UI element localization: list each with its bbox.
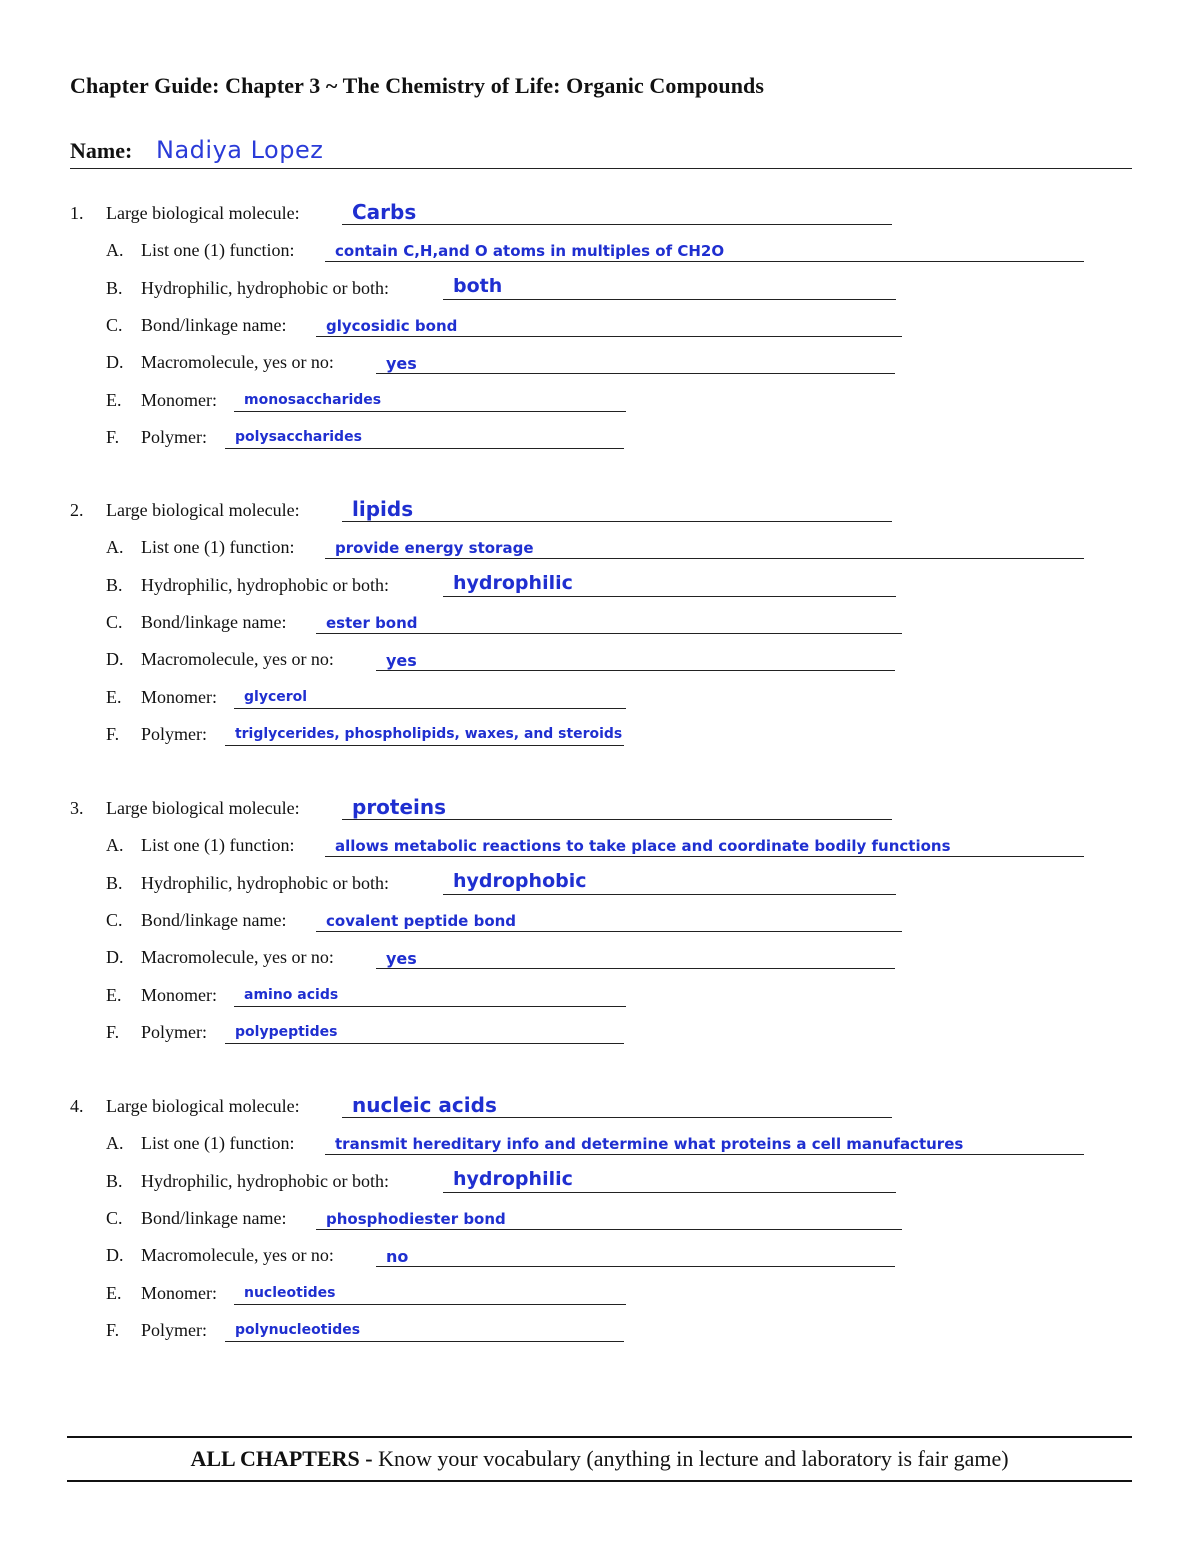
- function-answer-line[interactable]: [325, 1154, 1084, 1155]
- question-1-function-row: [70, 236, 1090, 266]
- footer-banner: [67, 1436, 1132, 1482]
- sub-letter: A.: [106, 1133, 124, 1154]
- question-4-monomer-row: [70, 1279, 1090, 1309]
- question-number: 3.: [70, 798, 84, 818]
- question-2-function-row: [70, 533, 1090, 563]
- function-answer-line[interactable]: [325, 558, 1084, 559]
- question-3-polymer-row: [70, 1018, 1090, 1048]
- macro-label: Macromolecule, yes or no:: [141, 352, 334, 373]
- molecule-label: Large biological molecule:: [106, 1096, 300, 1116]
- question-1-macro-row: [70, 348, 1090, 378]
- polymer-answer-line[interactable]: [225, 1043, 624, 1044]
- question-number: 2.: [70, 500, 84, 520]
- question-3: [0, 794, 1200, 1054]
- question-4-hydro-row: [70, 1167, 1090, 1197]
- question-2-bond-row: [70, 608, 1090, 638]
- hydro-label: Hydrophilic, hydrophobic or both:: [141, 872, 389, 893]
- sub-letter: C.: [106, 611, 123, 632]
- function-answer: provide energy storage: [335, 539, 534, 558]
- question-2-macro-row: [70, 645, 1090, 675]
- question-1-molecule-row: [70, 199, 1090, 229]
- question-3-function-row: [70, 831, 1090, 861]
- question-2-polymer-row: [70, 720, 1090, 750]
- monomer-answer: monosaccharides: [244, 391, 382, 408]
- sub-letter: E.: [106, 389, 122, 410]
- polymer-answer: polynucleotides: [235, 1321, 361, 1338]
- question-4-macro-row: [70, 1241, 1090, 1271]
- page-title: Chapter Guide: Chapter 3 ~ The Chemistry of Life: Organic Compounds: [70, 73, 765, 98]
- bond-answer-line[interactable]: [316, 336, 902, 337]
- question-1-hydro-row: [70, 274, 1090, 304]
- question-2-molecule-row: [70, 496, 1090, 526]
- question-3-bond-row: [70, 906, 1090, 936]
- question-3-monomer-row: [70, 981, 1090, 1011]
- question-4-polymer-row: [70, 1316, 1090, 1346]
- name-label: Name:: [70, 138, 133, 163]
- function-label: List one (1) function:: [141, 537, 295, 558]
- hydro-answer-line[interactable]: [443, 596, 896, 597]
- bond-label: Bond/linkage name:: [141, 909, 287, 930]
- hydro-answer: hydrophilic: [453, 571, 573, 594]
- sub-letter: E.: [106, 984, 122, 1005]
- hydro-answer: hydrophobic: [453, 869, 587, 892]
- monomer-label: Monomer:: [141, 1282, 217, 1303]
- question-2-monomer-row: [70, 683, 1090, 713]
- sub-letter: B.: [106, 277, 123, 298]
- macro-label: Macromolecule, yes or no:: [141, 649, 334, 670]
- monomer-label: Monomer:: [141, 389, 217, 410]
- question-4: [0, 1092, 1200, 1352]
- macro-answer: yes: [386, 354, 417, 374]
- hydro-answer-line[interactable]: [443, 894, 896, 895]
- macro-label: Macromolecule, yes or no:: [141, 1245, 334, 1266]
- bond-answer-line[interactable]: [316, 1229, 902, 1230]
- molecule-answer: proteins: [352, 795, 447, 819]
- question-1-polymer-row: [70, 423, 1090, 453]
- bond-label: Bond/linkage name:: [141, 611, 287, 632]
- question-4-function-row: [70, 1129, 1090, 1159]
- sub-letter: F.: [106, 723, 120, 744]
- sub-letter: B.: [106, 872, 123, 893]
- sub-letter: F.: [106, 1319, 120, 1340]
- question-4-molecule-row: [70, 1092, 1090, 1122]
- sub-letter: A.: [106, 240, 124, 261]
- sub-letter: D.: [106, 1245, 124, 1266]
- molecule-answer: nucleic acids: [352, 1093, 497, 1117]
- sub-letter: B.: [106, 574, 123, 595]
- hydro-answer-line[interactable]: [443, 299, 896, 300]
- macro-answer: yes: [386, 651, 417, 671]
- sub-letter: D.: [106, 947, 124, 968]
- monomer-label: Monomer:: [141, 686, 217, 707]
- sub-letter: E.: [106, 686, 122, 707]
- monomer-answer: amino acids: [244, 986, 339, 1003]
- function-label: List one (1) function:: [141, 1133, 295, 1154]
- molecule-answer-line[interactable]: [342, 224, 892, 225]
- macro-answer-line[interactable]: [376, 968, 895, 969]
- macro-answer: no: [386, 1247, 409, 1267]
- question-4-bond-row: [70, 1204, 1090, 1234]
- molecule-answer-line[interactable]: [342, 819, 892, 820]
- hydro-label: Hydrophilic, hydrophobic or both:: [141, 277, 389, 298]
- function-label: List one (1) function:: [141, 240, 295, 261]
- sub-letter: E.: [106, 1282, 122, 1303]
- molecule-answer-line[interactable]: [342, 521, 892, 522]
- sub-letter: A.: [106, 835, 124, 856]
- sub-letter: C.: [106, 314, 123, 335]
- macro-answer-line[interactable]: [376, 373, 895, 374]
- polymer-label: Polymer:: [141, 1021, 207, 1042]
- bond-answer-line[interactable]: [316, 633, 902, 634]
- molecule-answer: lipids: [352, 497, 414, 521]
- monomer-answer-line[interactable]: [234, 411, 626, 412]
- question-2: [0, 496, 1200, 756]
- sub-letter: B.: [106, 1170, 123, 1191]
- sub-letter: F.: [106, 1021, 120, 1042]
- bond-answer-line[interactable]: [316, 931, 902, 932]
- macro-answer-line[interactable]: [376, 670, 895, 671]
- question-2-hydro-row: [70, 571, 1090, 601]
- polymer-answer-line[interactable]: [225, 745, 624, 746]
- monomer-answer-line[interactable]: [234, 708, 626, 709]
- monomer-answer-line[interactable]: [234, 1006, 626, 1007]
- function-answer: transmit hereditary info and determine what proteins a cell manufactures: [335, 1135, 964, 1154]
- question-1-monomer-row: [70, 386, 1090, 416]
- monomer-answer: nucleotides: [244, 1284, 336, 1301]
- question-1-bond-row: [70, 311, 1090, 341]
- sub-letter: C.: [106, 1207, 123, 1228]
- macro-label: Macromolecule, yes or no:: [141, 947, 334, 968]
- name-value: Nadiya Lopez: [156, 136, 324, 164]
- polymer-answer: polysaccharides: [235, 428, 362, 445]
- sub-letter: D.: [106, 352, 124, 373]
- monomer-answer-line[interactable]: [234, 1304, 626, 1305]
- macro-answer-line[interactable]: [376, 1266, 895, 1267]
- sub-letter: D.: [106, 649, 124, 670]
- molecule-label: Large biological molecule:: [106, 500, 300, 520]
- molecule-answer: Carbs: [352, 200, 417, 224]
- polymer-label: Polymer:: [141, 1319, 207, 1340]
- macro-answer: yes: [386, 949, 417, 969]
- question-number: 4.: [70, 1096, 84, 1116]
- molecule-label: Large biological molecule:: [106, 203, 300, 223]
- sub-letter: C.: [106, 909, 123, 930]
- footer-rest: Know your vocabulary (anything in lecture and laboratory is fair game): [372, 1446, 1009, 1471]
- polymer-answer: polypeptides: [235, 1023, 338, 1040]
- hydro-answer: hydrophilic: [453, 1167, 573, 1190]
- function-answer: contain C,H,and O atoms in multiples of CH2O: [335, 242, 725, 261]
- bond-label: Bond/linkage name:: [141, 314, 287, 335]
- footer-bold: ALL CHAPTERS -: [190, 1446, 373, 1471]
- bond-answer: ester bond: [326, 613, 418, 632]
- monomer-label: Monomer:: [141, 984, 217, 1005]
- question-3-hydro-row: [70, 869, 1090, 899]
- monomer-answer: glycerol: [244, 688, 308, 705]
- polymer-label: Polymer:: [141, 723, 207, 744]
- footer-text: [67, 1446, 1132, 1472]
- hydro-label: Hydrophilic, hydrophobic or both:: [141, 574, 389, 595]
- molecule-answer-line[interactable]: [342, 1117, 892, 1118]
- molecule-label: Large biological molecule:: [106, 798, 300, 818]
- bond-label: Bond/linkage name:: [141, 1207, 287, 1228]
- function-answer-line[interactable]: [325, 261, 1084, 262]
- question-1: [0, 199, 1200, 459]
- bond-answer: phosphodiester bond: [326, 1209, 506, 1228]
- name-field[interactable]: [70, 136, 1132, 169]
- bond-answer: covalent peptide bond: [326, 911, 517, 930]
- polymer-label: Polymer:: [141, 426, 207, 447]
- sub-letter: A.: [106, 537, 124, 558]
- question-number: 1.: [70, 203, 84, 223]
- function-answer-line[interactable]: [325, 856, 1084, 857]
- hydro-answer-line[interactable]: [443, 1192, 896, 1193]
- sub-letter: F.: [106, 426, 120, 447]
- function-answer: allows metabolic reactions to take place and coordinate bodily functions: [335, 837, 951, 856]
- polymer-answer-line[interactable]: [225, 1341, 624, 1342]
- function-label: List one (1) function:: [141, 835, 295, 856]
- hydro-answer: both: [453, 274, 503, 297]
- question-3-macro-row: [70, 943, 1090, 973]
- question-3-molecule-row: [70, 794, 1090, 824]
- hydro-label: Hydrophilic, hydrophobic or both:: [141, 1170, 389, 1191]
- polymer-answer-line[interactable]: [225, 448, 624, 449]
- bond-answer: glycosidic bond: [326, 316, 458, 335]
- polymer-answer: triglycerides, phospholipids, waxes, and steroids: [235, 725, 623, 742]
